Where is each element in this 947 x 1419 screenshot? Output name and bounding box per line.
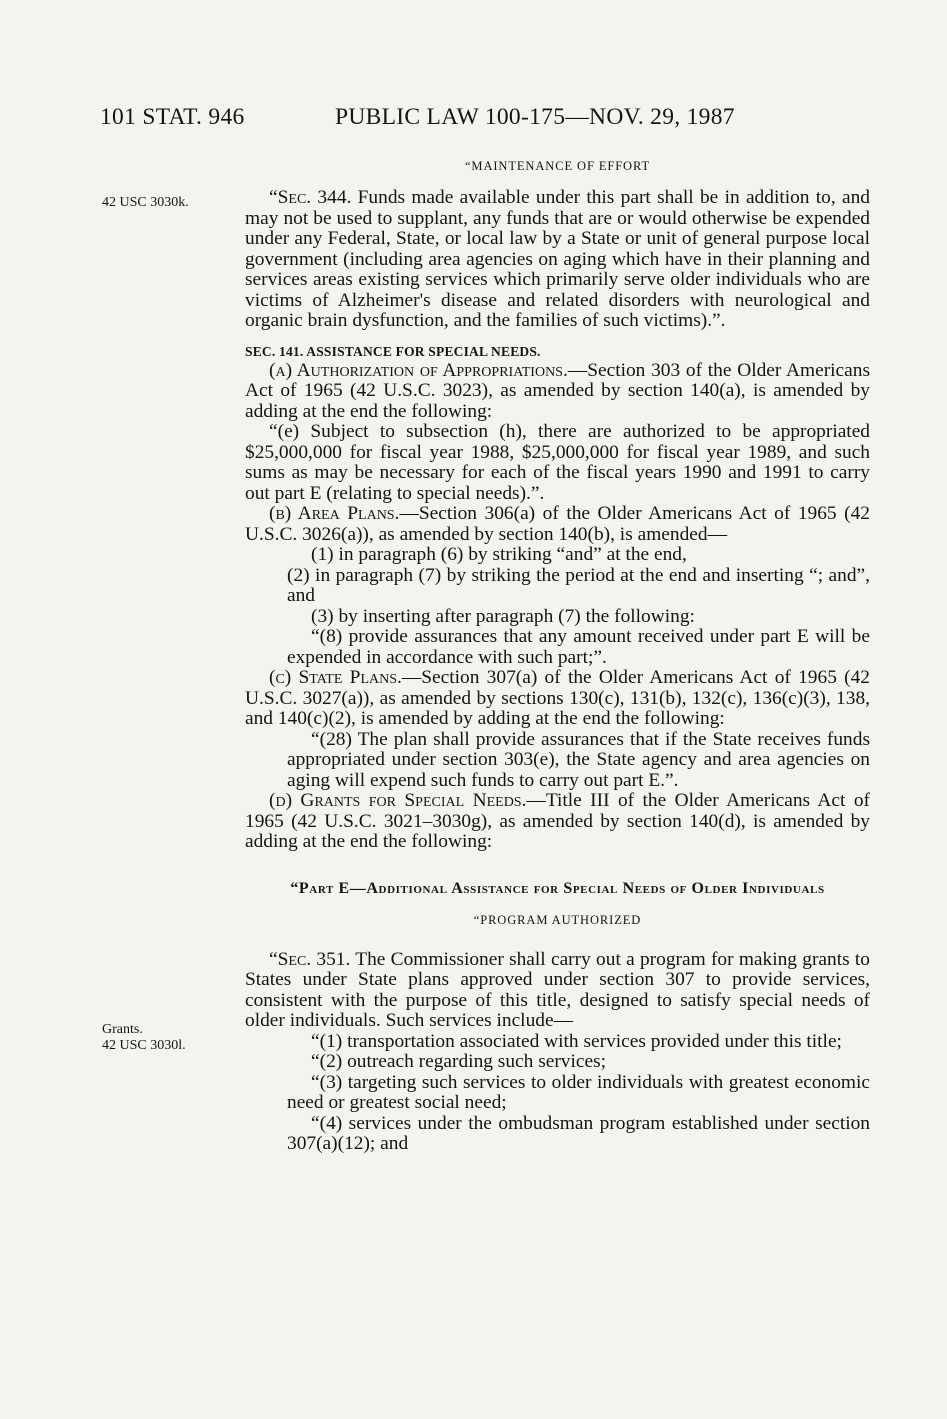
section-141-heading: SEC. 141. ASSISTANCE FOR SPECIAL NEEDS. bbox=[245, 343, 541, 359]
subsection-b-label: (b) Area Plans. bbox=[269, 503, 400, 524]
margin-note-grants: Grants. bbox=[102, 1022, 143, 1037]
subsection-b-item-3-quote: “(8) provide assurances that any amount received under part E will be expended in accordance with such part;”. bbox=[287, 626, 870, 668]
subsection-b-item-3: (3) by inserting after paragraph (7) the following: bbox=[311, 605, 695, 627]
subsection-c-quote: “(28) The plan shall provide assurances that if the State receives funds appropriated under section 303(e), the State agency and area agencies on aging will expend such funds to carry out part E.”. bbox=[287, 728, 870, 791]
subsection-c-label: (c) State Plans. bbox=[269, 667, 402, 688]
subsection-a-label: (a) Authorization of Appropriations. bbox=[269, 359, 568, 381]
maintenance-heading: “MAINTENANCE OF EFFORT bbox=[464, 159, 651, 173]
program-authorized-heading: “PROGRAM AUTHORIZED bbox=[473, 912, 642, 927]
subsection-a-paragraph bbox=[245, 361, 870, 423]
section-351-paragraph bbox=[245, 950, 870, 1032]
subsection-b-text: —Section 306(a) of the Older Americans Act of 1965 (42 U.S.C. 3026(a)), as amended by section 140(b), is amended— bbox=[245, 503, 870, 545]
subsection-c-paragraph bbox=[245, 668, 870, 730]
section-351-item-2: “(2) outreach regarding such services; bbox=[311, 1051, 607, 1072]
subsection-b-item-1: (1) in paragraph (6) by striking “and” at the end, bbox=[311, 544, 687, 565]
margin-note-usc-3030l: 42 USC 3030l. bbox=[102, 1038, 186, 1053]
subsection-d-label: (d) Grants for Special Needs. bbox=[269, 790, 527, 811]
section-344-text: 344. Funds made available under this part shall be in addition to, and may not be used to supplant, any funds that are or would otherwise be expended under any Federal, State, or local law by a State or unit of general purpose local government (including area agencies on aging which have in their planning and services areas existing services which primarily serve older individuals who are victims of Alzheimer's disease and related disorders with neurological and organic brain dysfunction, and the families of such victims).”. bbox=[245, 187, 870, 331]
margin-note-usc-3030k: 42 USC 3030k. bbox=[102, 195, 189, 210]
section-351-label: “Sec. bbox=[269, 948, 312, 970]
running-header: PUBLIC LAW 100-175—NOV. 29, 1987 bbox=[335, 104, 735, 130]
section-351-item-3: “(3) targeting such services to older individuals with greatest economic need or greatest social need; bbox=[287, 1071, 870, 1113]
subsection-c-text: —Section 307(a) of the Older Americans Act of 1965 (42 U.S.C. 3027(a)), as amended by sections 130(c), 131(b), 132(c), 136(c)(3), 138, and 140(c)(2), is amended by adding at the end the following: bbox=[245, 667, 871, 729]
stat-page-number: 101 STAT. 946 bbox=[100, 104, 245, 130]
section-344-paragraph bbox=[245, 188, 870, 332]
section-351-text: 351. The Commissioner shall carry out a program for making grants to States under State plans approved under section 307 to provide services, consistent with the purpose of this title, designed to satisfy special needs of older individuals. Such services include— bbox=[245, 948, 870, 1031]
document-body bbox=[245, 158, 870, 1155]
section-344-label: “Sec. bbox=[269, 187, 312, 208]
subsection-b-paragraph bbox=[245, 504, 870, 545]
part-e-heading: “Part E—Additional Assistance for Special Needs of Older Individuals bbox=[290, 879, 825, 897]
subsection-b-item-2: (2) in paragraph (7) by striking the period at the end and inserting “; and”, and bbox=[287, 564, 870, 606]
subsection-a-quote: “(e) Subject to subsection (h), there are authorized to be appropriated $25,000,000 for fiscal year 1988, $25,000,000 for fiscal year 1989, and such sums as may be necessary for each of the fiscal years 1990 and 1991 to carry out part E (relating to special needs).”. bbox=[245, 421, 870, 504]
section-351-item-1: “(1) transportation associated with services provided under this title; bbox=[311, 1030, 842, 1052]
subsection-d-text: —Title III of the Older Americans Act of 1965 (42 U.S.C. 3021–3030g), as amended by section 140(d), is amended by adding at the end the following: bbox=[245, 790, 870, 852]
subsection-d-paragraph bbox=[245, 791, 870, 853]
subsection-a-text: —Section 303 of the Older Americans Act of 1965 (42 U.S.C. 3023), as amended by section 140(a), is amended by adding at the end the following: bbox=[245, 359, 870, 422]
section-351-item-4: “(4) services under the ombudsman program established under section 307(a)(12); and bbox=[287, 1112, 870, 1154]
